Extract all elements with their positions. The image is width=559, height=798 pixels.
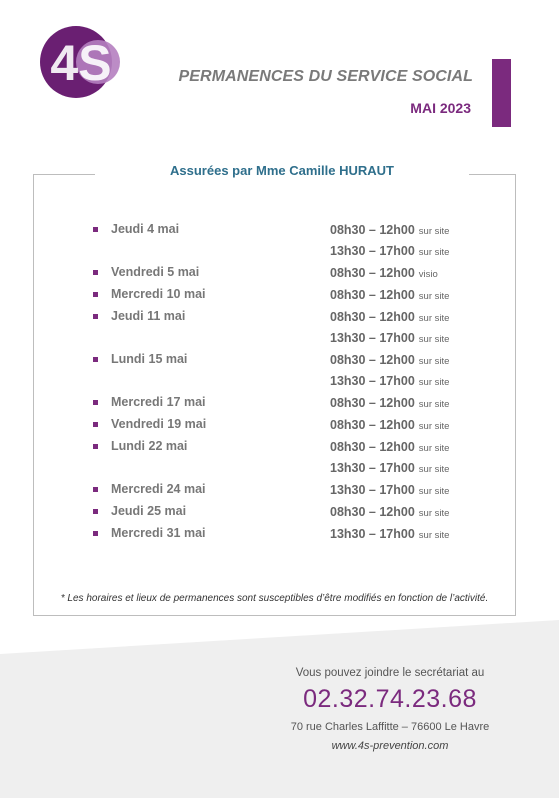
footer-contact — [260, 666, 520, 753]
company-logo — [40, 22, 122, 102]
time-slots — [330, 287, 493, 304]
time-slot — [330, 330, 493, 347]
bullet-icon — [93, 227, 98, 232]
time-slots — [330, 482, 493, 499]
time-slot — [330, 439, 493, 456]
slot-time: 08h30 – 12h00 — [330, 223, 415, 237]
slot-time: 13h30 – 17h00 — [330, 374, 415, 388]
day-cell — [93, 526, 330, 543]
day-label: Vendredi 19 mai — [111, 417, 207, 431]
time-slot — [330, 265, 493, 282]
slot-time: 13h30 – 17h00 — [330, 331, 415, 345]
slot-time: 08h30 – 12h00 — [330, 396, 415, 410]
slot-time: 08h30 – 12h00 — [330, 266, 415, 280]
slot-time: 13h30 – 17h00 — [330, 483, 415, 497]
slot-location: sur site — [418, 356, 450, 367]
bullet-icon — [93, 400, 98, 405]
day-cell — [93, 482, 330, 499]
phone-number[interactable]: 02.32.74.23.68 — [303, 685, 477, 713]
contact-label: Vous pouvez joindre le secrétariat au — [295, 667, 485, 679]
slot-time: 08h30 – 12h00 — [330, 505, 415, 519]
slot-location: sur site — [418, 530, 450, 541]
day-cell — [93, 222, 330, 260]
slot-time: 13h30 – 17h00 — [330, 461, 415, 475]
slot-location: sur site — [418, 421, 450, 432]
accent-bar — [492, 59, 511, 127]
day-cell — [93, 309, 330, 347]
slot-location: sur site — [418, 508, 450, 519]
slot-location: sur site — [418, 399, 450, 410]
day-cell — [93, 287, 330, 304]
day-label: Mercredi 31 mai — [111, 526, 206, 540]
time-slot — [330, 222, 493, 239]
frame-top-left-line — [33, 174, 95, 175]
day-label: Lundi 15 mai — [111, 352, 188, 366]
slot-time: 13h30 – 17h00 — [330, 244, 415, 258]
schedule-row — [93, 417, 493, 434]
slot-time: 08h30 – 12h00 — [330, 288, 415, 302]
slot-time: 08h30 – 12h00 — [330, 353, 415, 367]
time-slot — [330, 482, 493, 499]
day-label: Jeudi 25 mai — [111, 504, 187, 518]
slot-location: visio — [418, 269, 438, 280]
bullet-icon — [93, 487, 98, 492]
schedule-row — [93, 287, 493, 304]
day-cell — [93, 417, 330, 434]
slot-location: sur site — [418, 334, 450, 345]
day-cell — [93, 504, 330, 521]
logo-text: 4S — [50, 35, 112, 91]
bullet-icon — [93, 357, 98, 362]
schedule-row — [93, 439, 493, 477]
day-label: Mercredi 24 mai — [111, 482, 206, 496]
slot-location: sur site — [418, 464, 450, 475]
schedule-row — [93, 352, 493, 390]
time-slot — [330, 243, 493, 260]
time-slot — [330, 526, 493, 543]
slot-location: sur site — [418, 313, 450, 324]
time-slots — [330, 504, 493, 521]
disclaimer-note: * Les horaires et lieux de permanences sont susceptibles d’être modifiés en fonction de l’activité. — [60, 593, 489, 604]
time-slots — [330, 395, 493, 412]
schedule-row — [93, 482, 493, 499]
time-slots — [330, 222, 493, 260]
time-slots — [330, 439, 493, 477]
day-label: Mercredi 10 mai — [111, 287, 206, 301]
time-slots — [330, 352, 493, 390]
website-link[interactable]: www.4s-prevention.com — [331, 740, 449, 752]
slot-location: sur site — [418, 486, 450, 497]
schedule-row — [93, 504, 493, 521]
slot-time: 13h30 – 17h00 — [330, 527, 415, 541]
schedule-row — [93, 395, 493, 412]
day-label: Lundi 22 mai — [111, 439, 188, 453]
schedule-row — [93, 526, 493, 543]
bullet-icon — [93, 314, 98, 319]
slot-location: sur site — [418, 226, 450, 237]
bullet-icon — [93, 509, 98, 514]
time-slots — [330, 526, 493, 543]
slot-time: 08h30 – 12h00 — [330, 310, 415, 324]
time-slot — [330, 373, 493, 390]
time-slots — [330, 417, 493, 434]
time-slot — [330, 352, 493, 369]
slot-time: 08h30 – 12h00 — [330, 440, 415, 454]
time-slot — [330, 504, 493, 521]
slot-location: sur site — [418, 291, 450, 302]
postal-address: 70 rue Charles Laffitte – 76600 Le Havre — [290, 721, 490, 733]
time-slots — [330, 265, 493, 282]
day-label: Jeudi 4 mai — [111, 222, 180, 236]
slot-location: sur site — [418, 377, 450, 388]
time-slot — [330, 417, 493, 434]
bullet-icon — [93, 292, 98, 297]
time-slot — [330, 395, 493, 412]
bullet-icon — [93, 422, 98, 427]
schedule-row — [93, 309, 493, 347]
bullet-icon — [93, 270, 98, 275]
day-cell — [93, 439, 330, 477]
time-slot — [330, 460, 493, 477]
day-cell — [93, 265, 330, 282]
frame-top-right-line — [469, 174, 516, 175]
day-label: Jeudi 11 mai — [111, 309, 186, 323]
time-slots — [330, 309, 493, 347]
schedule-row — [93, 265, 493, 282]
time-slot — [330, 309, 493, 326]
slot-location: sur site — [418, 443, 450, 454]
document-month: MAI 2023 — [410, 100, 471, 116]
day-label: Vendredi 5 mai — [111, 265, 200, 279]
schedule-row — [93, 222, 493, 260]
slot-location: sur site — [418, 247, 450, 258]
bullet-icon — [93, 531, 98, 536]
schedule-subtitle: Assurées par Mme Camille HURAUT — [170, 163, 394, 178]
slot-time: 08h30 – 12h00 — [330, 418, 415, 432]
day-cell — [93, 352, 330, 390]
day-cell — [93, 395, 330, 412]
day-label: Mercredi 17 mai — [111, 395, 206, 409]
time-slot — [330, 287, 493, 304]
schedule-list — [93, 222, 493, 548]
document-title: PERMANENCES DU SERVICE SOCIAL — [178, 68, 473, 85]
bullet-icon — [93, 444, 98, 449]
